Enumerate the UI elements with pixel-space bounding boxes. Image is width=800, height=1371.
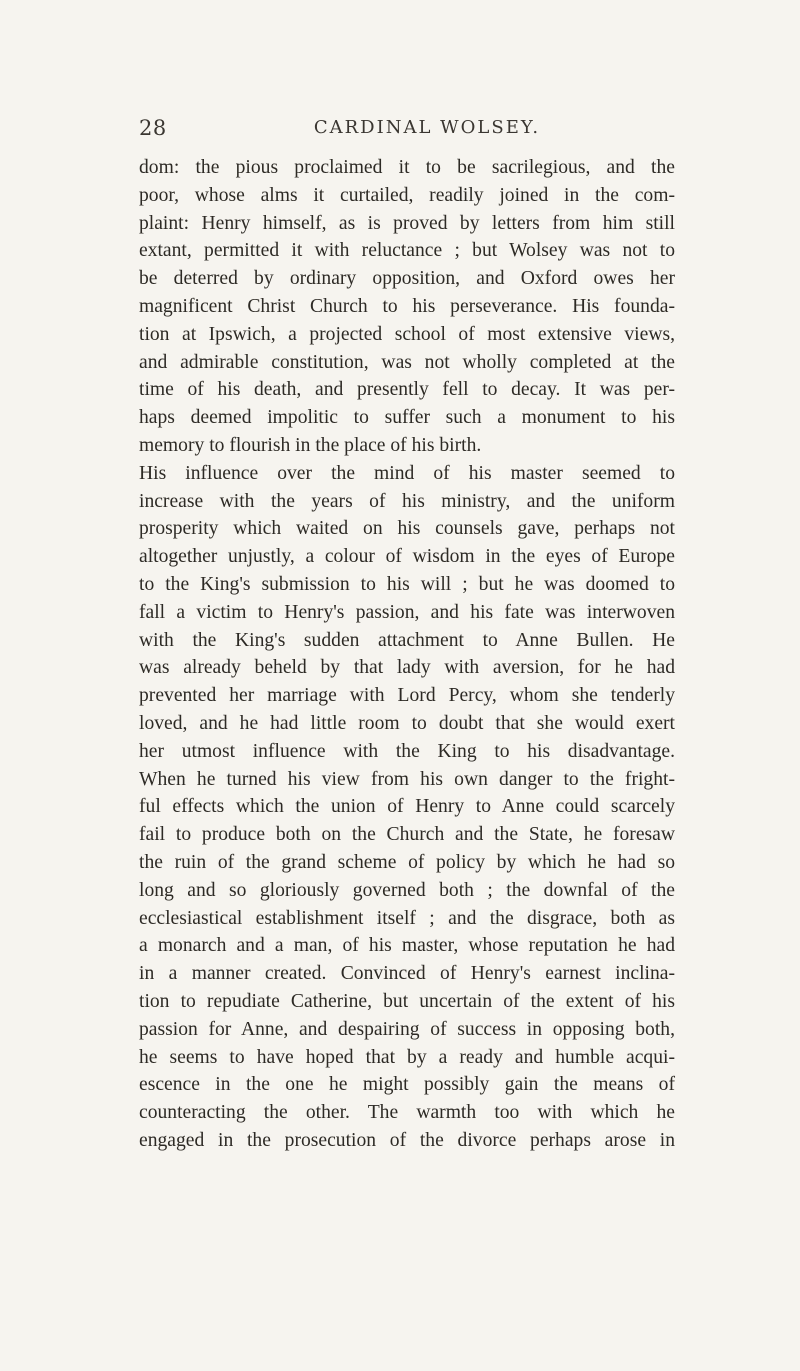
text-line: ful effects which the union of Henry to Anne could scarcely	[139, 796, 675, 818]
text-line: altogether unjustly, a colour of wisdom in the eyes of Europe	[139, 546, 675, 568]
text-line: poor, whose alms it curtailed, readily joined in the com-	[139, 184, 675, 206]
text-line: prosperity which waited on his counsels gave, perhaps not	[139, 518, 675, 540]
text-line: her utmost influence with the King to his disadvantage.	[139, 740, 675, 762]
text-line: be deterred by ordinary opposition, and Oxford owes her	[139, 268, 675, 290]
text-line: counteracting the other. The warmth too with which he	[139, 1102, 675, 1124]
text-line: prevented her marriage with Lord Percy, whom she tenderly	[139, 685, 675, 707]
running-title: CARDINAL WOLSEY.	[313, 117, 541, 138]
running-head	[139, 116, 675, 146]
text-line: in a manner created. Convinced of Henry's earnest inclina-	[139, 963, 675, 985]
text-line: long and so gloriously governed both ; the downfal of the	[139, 879, 675, 901]
text-line: with the King's sudden attachment to Anne Bullen. He	[139, 629, 675, 651]
text-line: engaged in the prosecution of the divorce perhaps arose in	[139, 1129, 675, 1151]
text-line: increase with the years of his ministry, and the uniform	[139, 490, 675, 512]
text-line: escence in the one he might possibly gain the means of	[139, 1074, 675, 1096]
text-line: time of his death, and presently fell to decay. It was per-	[139, 379, 675, 401]
text-line: extant, permitted it with reluctance ; but Wolsey was not to	[139, 240, 675, 262]
text-line: and admirable constitution, was not wholly completed at the	[139, 351, 675, 373]
text-line: fail to produce both on the Church and the State, he foresaw	[139, 824, 675, 846]
text-line: tion at Ipswich, a projected school of most extensive views,	[139, 323, 675, 345]
text-line: haps deemed impolitic to suffer such a monument to his	[139, 407, 675, 429]
text-line: dom: the pious proclaimed it to be sacrilegious, and the	[139, 157, 675, 178]
text-line: he seems to have hoped that by a ready and humble acqui-	[139, 1046, 675, 1068]
page-number: 28	[139, 116, 167, 140]
text-line: plaint: Henry himself, as is proved by letters from him still	[139, 212, 675, 234]
text-line: a monarch and a man, of his master, whose reputation he had	[139, 935, 675, 957]
body-text	[139, 154, 675, 1155]
text-line: magnificent Christ Church to his perseverance. His founda-	[139, 295, 675, 317]
text-line: When he turned his view from his own danger to the fright-	[139, 768, 675, 790]
paragraph-start-line: His influence over the mind of his master seemed to	[139, 462, 675, 484]
text-line: loved, and he had little room to doubt that she would exert	[139, 712, 675, 734]
text-line: was already beheld by that lady with aversion, for he had	[139, 657, 675, 679]
text-line: fall a victim to Henry's passion, and his fate was interwoven	[139, 601, 675, 623]
text-line: tion to repudiate Catherine, but uncertain of the extent of his	[139, 990, 675, 1012]
text-line: memory to flourish in the place of his birth.	[139, 434, 482, 456]
text-line: ecclesiastical establishment itself ; and the disgrace, both as	[139, 907, 675, 929]
text-line: to the King's submission to his will ; but he was doomed to	[139, 573, 675, 595]
text-line: passion for Anne, and despairing of success in opposing both,	[139, 1018, 675, 1040]
text-line: the ruin of the grand scheme of policy by which he had so	[139, 851, 675, 873]
